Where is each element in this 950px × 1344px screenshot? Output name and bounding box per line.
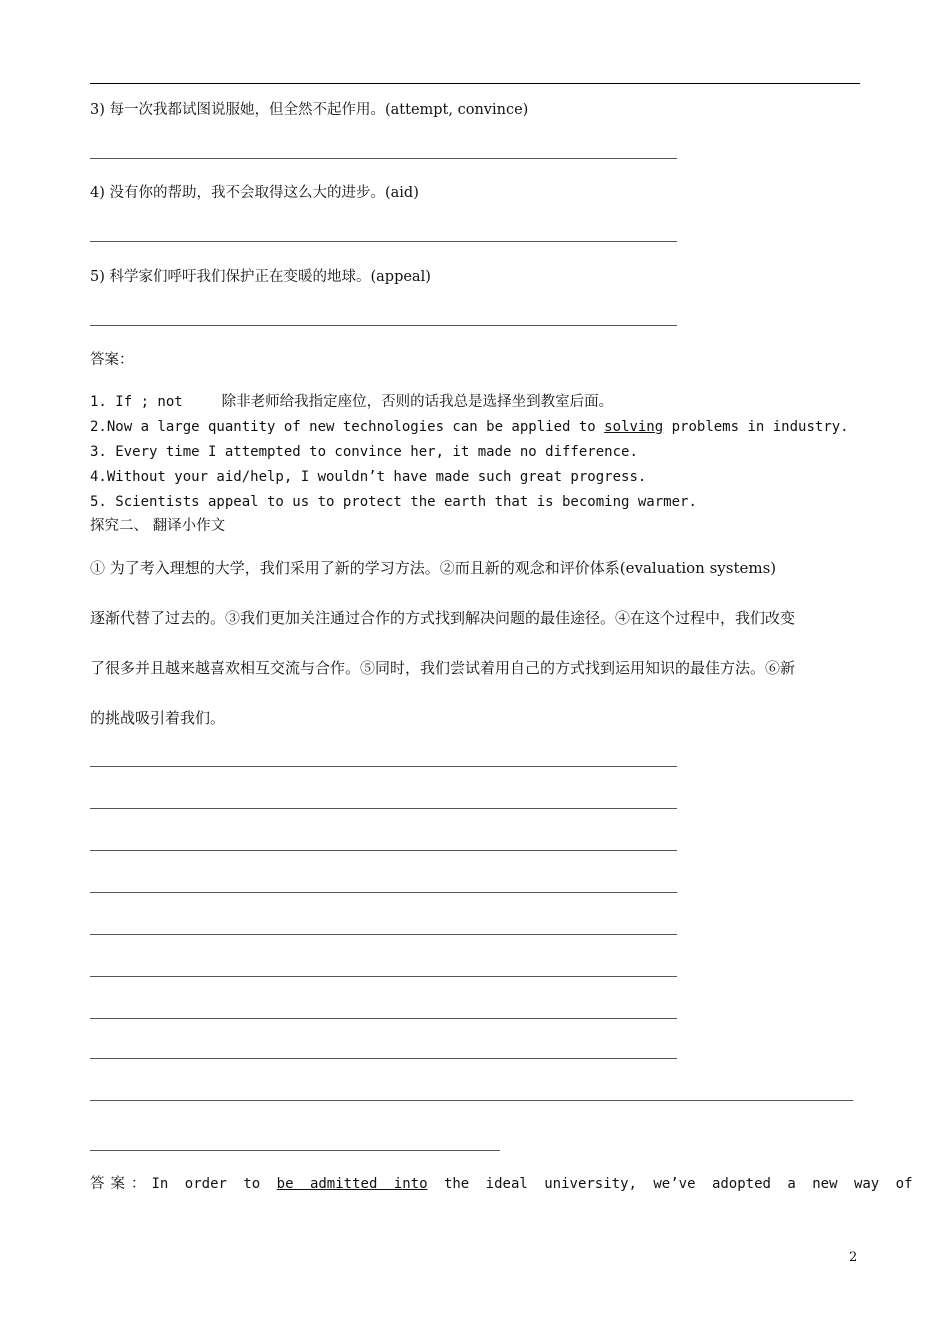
writing-line[interactable] bbox=[90, 1150, 500, 1151]
passage-line-1: ① 为了考入理想的大学，我们采用了新的学习方法。②而且新的观念和评价体系(evaluation systems) bbox=[90, 559, 777, 577]
final-answer bbox=[90, 1174, 913, 1194]
answer-1-translation: 除非老师给我指定座位，否则的话我总是选择坐到教室后面。 bbox=[221, 394, 614, 410]
answer-3: 3. Every time I attempted to convince her, it made no difference. bbox=[90, 444, 638, 460]
passage-line-4: 的挑战吸引着我们。 bbox=[90, 709, 226, 727]
writing-line[interactable] bbox=[90, 1100, 853, 1101]
passage-line-2: 逐渐代替了过去的。③我们更加关注通过合作的方式找到解决问题的最佳途径。④在这个过程中，我们改变 bbox=[90, 609, 796, 627]
answer-1-words: 1. If ; not bbox=[90, 394, 183, 410]
answer-4: 4.Without your aid/help, I wouldn’t have made such great progress. bbox=[90, 469, 647, 485]
writing-line[interactable] bbox=[90, 766, 677, 767]
answer-2-underlined: solving bbox=[604, 419, 664, 435]
passage-line-3: 了很多并且越来越喜欢相互交流与合作。⑤同时，我们尝试着用自己的方式找到运用知识的最佳方法。⑥新 bbox=[90, 659, 796, 677]
answer-blank-4[interactable] bbox=[90, 241, 677, 242]
answer-2 bbox=[90, 417, 849, 437]
final-answer-text-end: the ideal university, we’ve adopted a new way of bbox=[427, 1176, 913, 1192]
writing-line[interactable] bbox=[90, 934, 677, 935]
question-4: 4) 没有你的帮助，我不会取得这么大的进步。(aid) bbox=[90, 185, 419, 201]
question-5: 5) 科学家们呼吁我们保护正在变暖的地球。(appeal) bbox=[90, 269, 431, 285]
page-number: 2 bbox=[849, 1250, 858, 1265]
writing-line[interactable] bbox=[90, 1018, 677, 1019]
writing-line[interactable] bbox=[90, 850, 677, 851]
answer-heading: 答案： bbox=[90, 352, 134, 368]
question-3: 3) 每一次我都试图说服她，但全然不起作用。(attempt, convince) bbox=[90, 102, 529, 118]
writing-line[interactable] bbox=[90, 892, 677, 893]
answer-2-rest: problems in industry. bbox=[663, 419, 849, 435]
answer-blank-3[interactable] bbox=[90, 158, 677, 159]
answer-blank-5[interactable] bbox=[90, 325, 677, 326]
writing-line[interactable] bbox=[90, 1058, 677, 1059]
writing-line[interactable] bbox=[90, 976, 677, 977]
answer-1 bbox=[90, 392, 613, 412]
final-answer-label: 答案： bbox=[90, 1176, 152, 1192]
final-answer-underlined: be admitted into bbox=[276, 1176, 428, 1192]
final-answer-text bbox=[152, 1174, 913, 1194]
section2-title: 探究二、 翻译小作文 bbox=[90, 518, 226, 534]
final-answer-text-start: In order to bbox=[151, 1176, 277, 1192]
answer-5: 5. Scientists appeal to us to protect the earth that is becoming warmer. bbox=[90, 494, 697, 510]
writing-line[interactable] bbox=[90, 808, 677, 809]
header-rule bbox=[90, 83, 860, 84]
answer-2-text: 2.Now a large quantity of new technologies can be applied to bbox=[90, 419, 605, 435]
